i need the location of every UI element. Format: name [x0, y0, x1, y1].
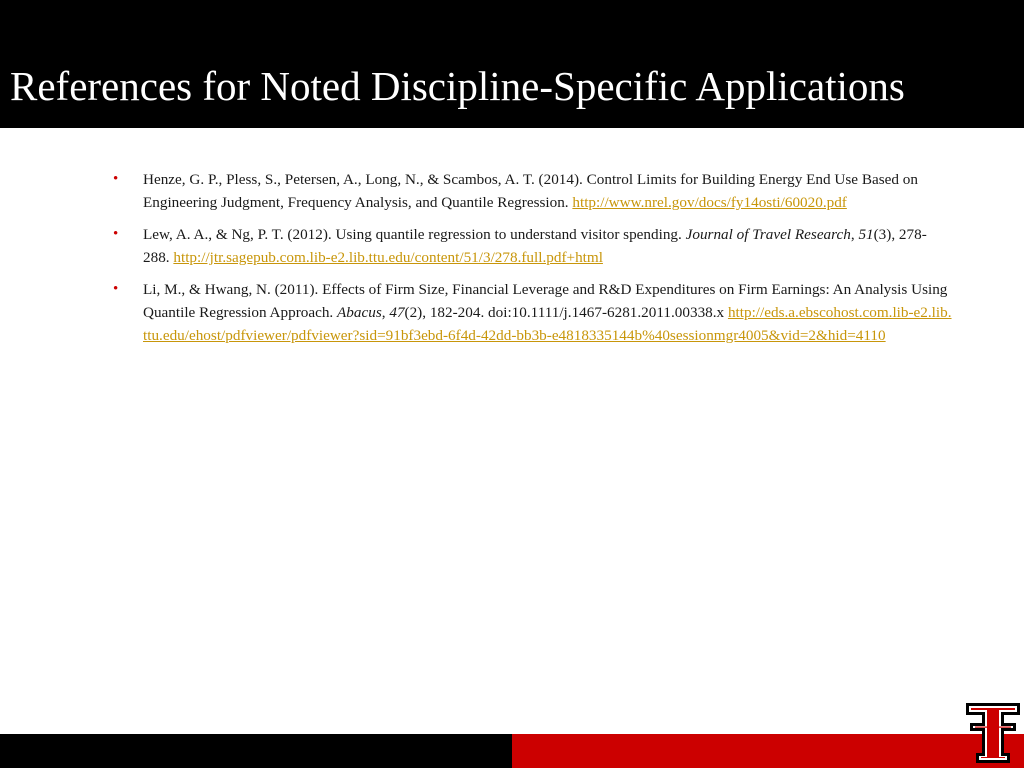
bullet-icon: •: [113, 226, 119, 242]
slide-title: References for Noted Discipline-Specific Applications: [10, 63, 905, 109]
footer-bar-red: [512, 734, 1024, 768]
footer-bar-black: [0, 734, 512, 768]
bullet-icon: •: [113, 171, 119, 187]
reference-text: Li, M., & Hwang, N. (2011). Effects of Firm Size, Financial Leverage and R&D Expenditures on Firm Earnings: An Analysis Using Quantile Regression Approach.: [143, 281, 948, 321]
reference-pages: (3), 278-288.: [143, 226, 927, 266]
reference-pages: (2), 182-204. doi:10.1111/j.1467-6281.2011.00338.x: [404, 304, 728, 321]
reference-item: [113, 168, 953, 214]
reference-item: [113, 223, 953, 269]
separator: ,: [850, 226, 859, 243]
reference-item: [113, 278, 953, 347]
reference-link[interactable]: http://jtr.sagepub.com.lib-e2.lib.ttu.edu/content/51/3/278.full.pdf+html: [173, 249, 603, 266]
title-bar: [0, 0, 1024, 128]
journal-title: Journal of Travel Research: [685, 226, 851, 243]
bullet-icon: •: [113, 281, 119, 297]
volume-number: 47: [389, 304, 405, 321]
separator: ,: [381, 304, 390, 321]
reference-text: Lew, A. A., & Ng, P. T. (2012). Using quantile regression to understand visitor spending.: [143, 226, 686, 243]
journal-title: Abacus: [337, 304, 382, 321]
volume-number: 51: [858, 226, 874, 243]
reference-link[interactable]: http://www.nrel.gov/docs/fy14osti/60020.pdf: [572, 194, 847, 211]
reference-list: [113, 168, 953, 356]
reference-text: Henze, G. P., Pless, S., Petersen, A., Long, N., & Scambos, A. T. (2014). Control Limits for Building Energy End Use Based on Engineering Judgment, Frequency Analysis, and Quantile Regression.: [143, 171, 918, 211]
double-t-logo-icon: [964, 701, 1022, 765]
reference-link[interactable]: http://eds.a.ebscohost.com.lib-e2.lib.ttu.edu/ehost/pdfviewer/pdfviewer?sid=91bf3ebd-6f4d-42dd-bb3b-e4818335144b%40sessionmgr4005&vid=2&hid=4110: [143, 304, 952, 344]
